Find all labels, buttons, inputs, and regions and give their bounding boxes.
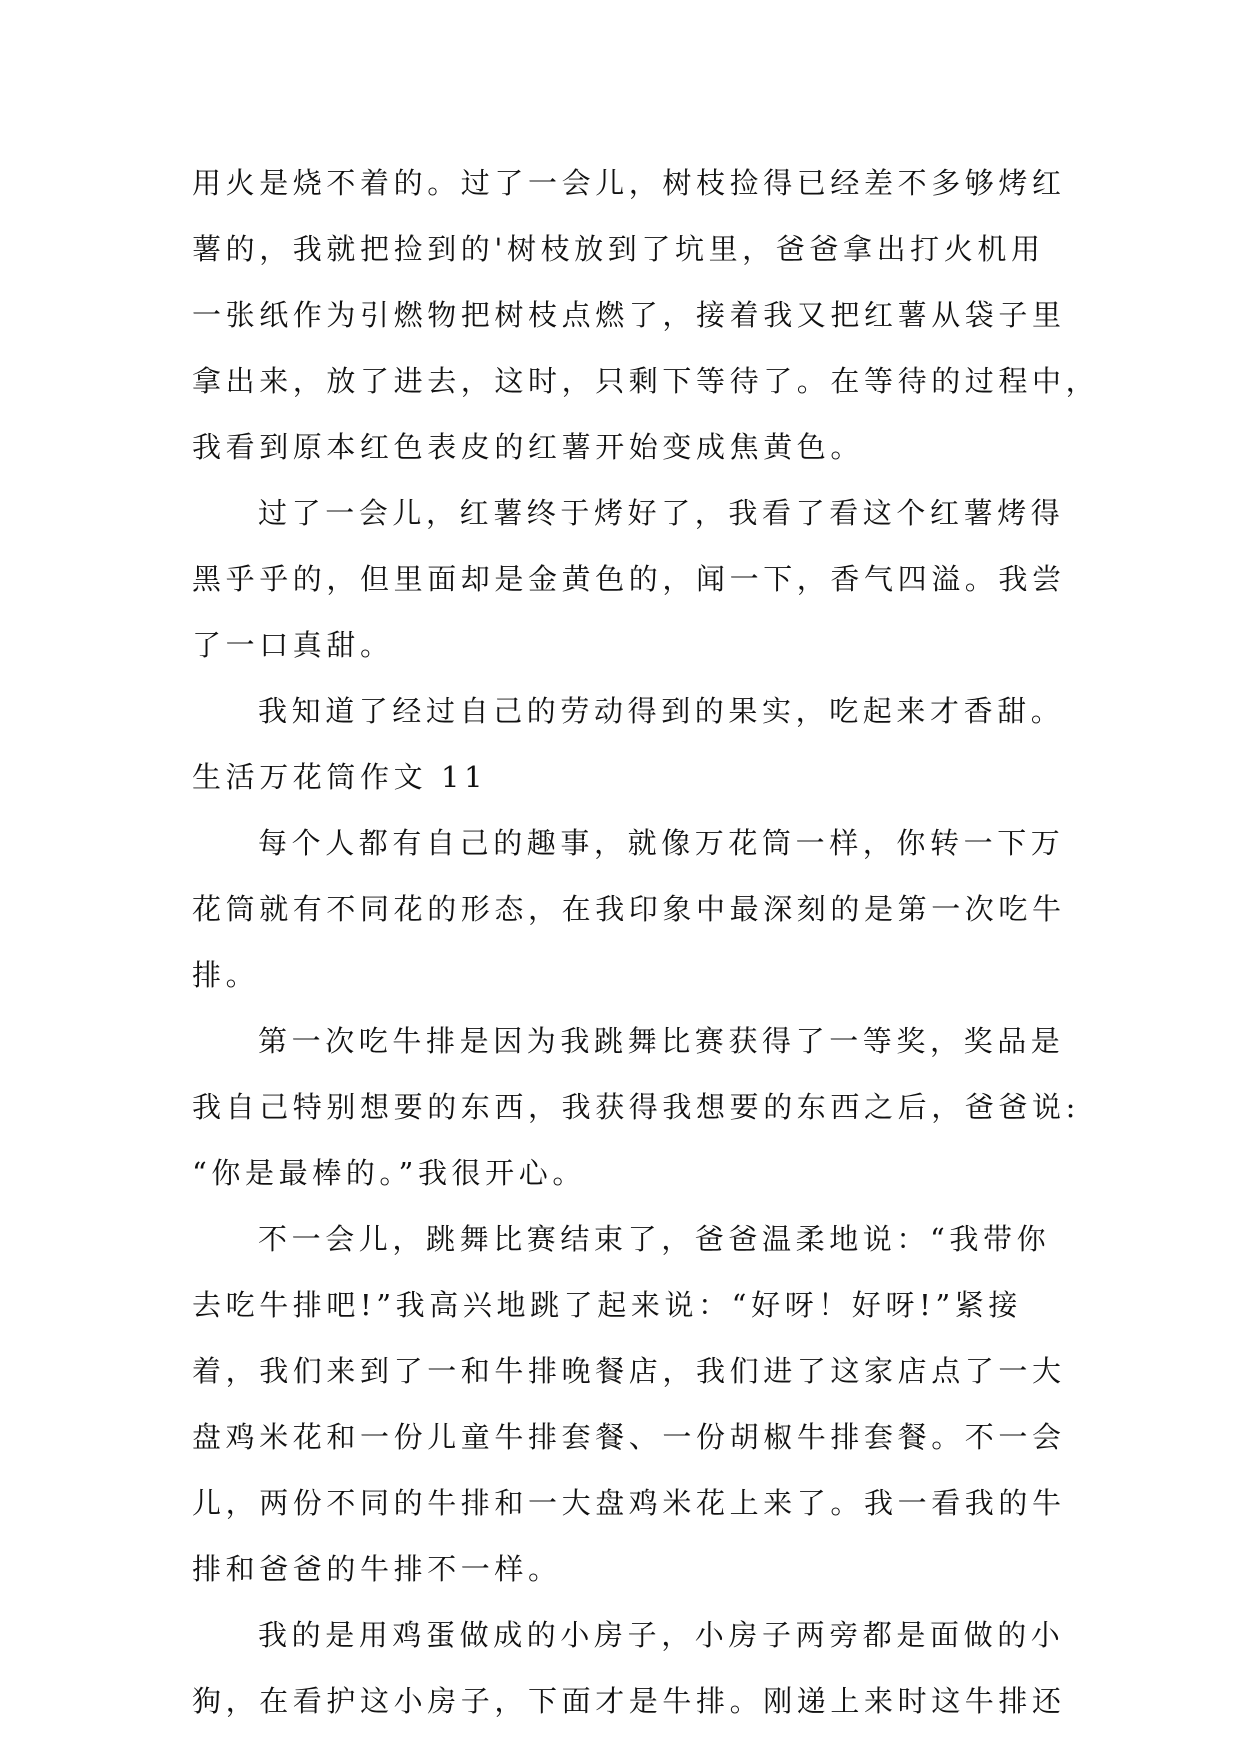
paragraph-first-line: 我的是用鸡蛋做成的小房子，小房子两旁都是面做的小 xyxy=(258,1618,1065,1652)
text-line: 了一口真甜。 xyxy=(192,628,394,662)
text-line: 我看到原本红色表皮的红薯开始变成焦黄色。 xyxy=(192,430,865,464)
text-line: 薯的，我就把捡到的'树枝放到了坑里，爸爸拿出打火机用 xyxy=(192,232,1045,266)
text-line: 狗，在看护这小房子，下面才是牛排。刚递上来时这牛排还 xyxy=(192,1684,1066,1718)
text-line: 排。 xyxy=(192,958,260,992)
text-line: 用火是烧不着的。过了一会儿，树枝捡得已经差不多够烤红 xyxy=(192,166,1066,200)
text-line: 排和爸爸的牛排不一样。 xyxy=(192,1552,562,1586)
document-page xyxy=(192,150,1100,1734)
text-line: 黑乎乎的，但里面却是金黄色的，闻一下，香气四溢。我尝 xyxy=(192,562,1066,596)
paragraph-first-line: 第一次吃牛排是因为我跳舞比赛获得了一等奖，奖品是 xyxy=(258,1024,1065,1058)
paragraph-first-line: 我知道了经过自己的劳动得到的果实，吃起来才香甜。 xyxy=(258,694,1065,728)
paragraph-first-line: 每个人都有自己的趣事，就像万花筒一样，你转一下万 xyxy=(258,826,1065,860)
text-line: 去吃牛排吧!”我高兴地跳了起来说：“好呀！好呀!”紧接 xyxy=(192,1288,1022,1322)
paragraph-first-line: 不一会儿，跳舞比赛结束了，爸爸温柔地说：“我带你 xyxy=(258,1222,1051,1256)
text-line: 盘鸡米花和一份儿童牛排套餐、一份胡椒牛排套餐。不一会 xyxy=(192,1420,1066,1454)
paragraph-first-line: 过了一会儿，红薯终于烤好了，我看了看这个红薯烤得 xyxy=(258,496,1065,530)
text-line: 拿出来，放了进去，这时，只剩下等待了。在等待的过程中， xyxy=(192,364,1100,398)
text-line: “你是最棒的。”我很开心。 xyxy=(192,1156,586,1190)
text-line: 儿，两份不同的牛排和一大盘鸡米花上来了。我一看我的牛 xyxy=(192,1486,1066,1520)
text-line: 着，我们来到了一和牛排晚餐店，我们进了这家店点了一大 xyxy=(192,1354,1066,1388)
section-heading: 生活万花筒作文 11 xyxy=(192,760,488,794)
text-line: 一张纸作为引燃物把树枝点燃了，接着我又把红薯从袋子里 xyxy=(192,298,1066,332)
text-line: 我自己特别想要的东西，我获得我想要的东西之后，爸爸说: xyxy=(192,1090,1080,1124)
text-line: 花筒就有不同花的形态，在我印象中最深刻的是第一次吃牛 xyxy=(192,892,1066,926)
